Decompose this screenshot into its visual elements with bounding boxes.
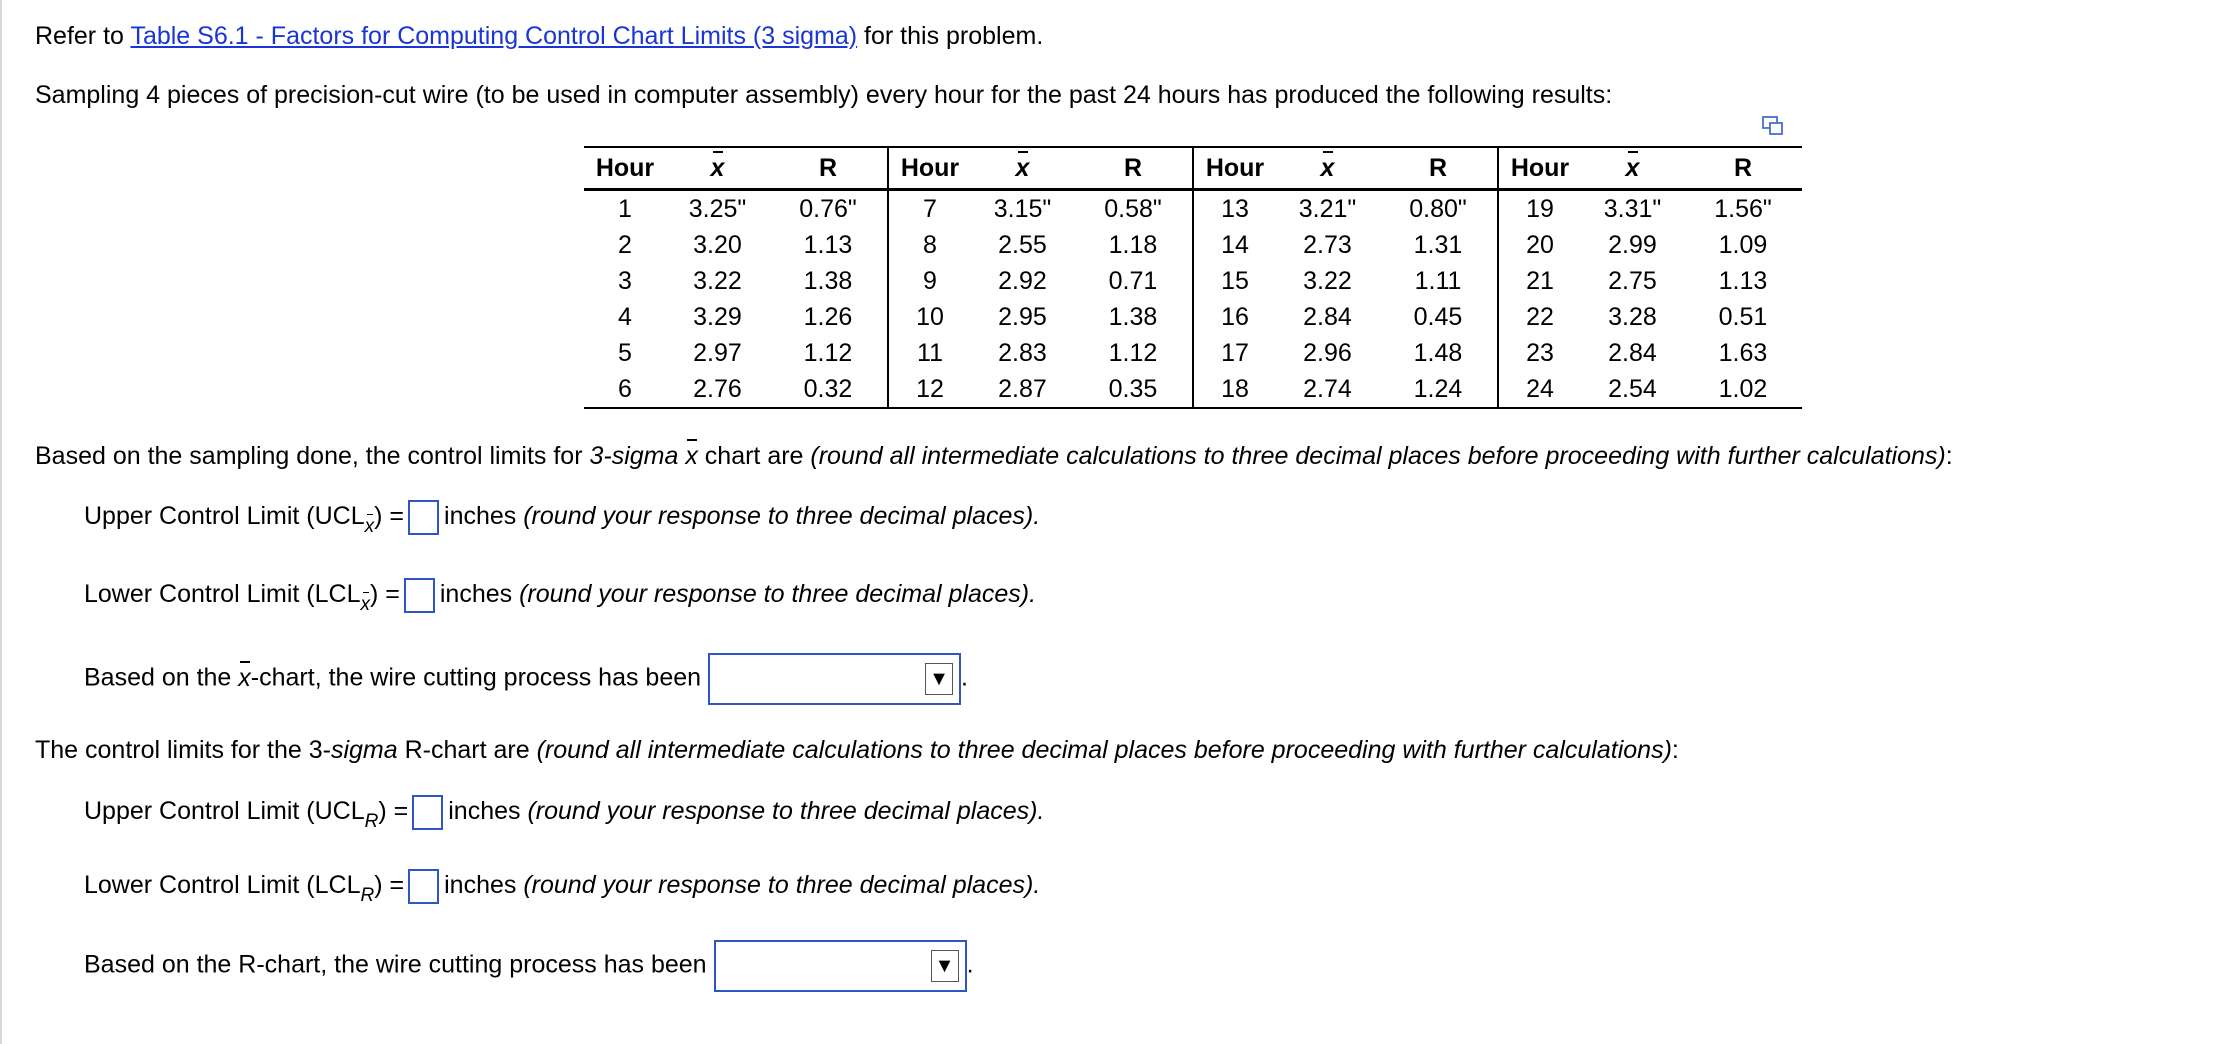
table-cell: 0.71 — [1074, 263, 1193, 299]
col-header-hour: Hour — [584, 147, 666, 190]
table-cell: 3.28 — [1608, 302, 1657, 331]
lcl-r-input[interactable] — [408, 869, 439, 904]
table-cell: 1.56" — [1714, 194, 1772, 223]
table-cell: 22 — [1526, 302, 1554, 331]
table-cell: 1.38 — [1074, 299, 1193, 335]
col-header-range: R — [1379, 147, 1498, 190]
col-header-range: R — [1074, 147, 1193, 190]
table-cell: 3.20 — [693, 230, 742, 259]
table-header-row — [584, 147, 1802, 190]
table-cell: 18 — [1221, 374, 1249, 403]
table-cell: 1.12 — [769, 335, 888, 371]
lcl-r-label: Lower Control Limit (LCL — [84, 871, 361, 900]
table-cell: 0.35 — [1074, 371, 1193, 408]
table-cell: 2.84 — [1303, 302, 1352, 331]
table-cell: 12 — [916, 374, 944, 403]
table-cell: 3.25" — [688, 194, 747, 223]
r-process-dropdown[interactable] — [714, 940, 967, 992]
table-cell: 3.22 — [693, 266, 742, 295]
col-header-xbar: x — [971, 147, 1074, 190]
table-cell: 17 — [1221, 338, 1249, 367]
col-header-xbar: x — [1581, 147, 1684, 190]
table-cell: 1.18 — [1074, 227, 1193, 263]
table-cell: 8 — [923, 230, 937, 259]
table-cell: 5 — [618, 338, 632, 367]
table-row — [584, 335, 1802, 371]
table-cell: 0.76" — [769, 190, 888, 228]
table-cell: 0.58" — [1074, 190, 1193, 228]
table-cell: 14 — [1221, 230, 1249, 259]
table-cell: 20 — [1526, 230, 1554, 259]
table-cell: 2.83 — [998, 338, 1047, 367]
ucl-xbar-row: Upper Control Limit $(UCL_x)$ = inches (round your response to three decimal places). — [84, 500, 1040, 538]
table-cell: 1.12 — [1074, 335, 1193, 371]
table-cell: 2.55 — [998, 230, 1047, 259]
xbar-process-row: Based on the x-chart, the wire cutting process has been ▼ . — [84, 653, 968, 705]
triangle-down-icon[interactable]: ▼ — [925, 663, 953, 695]
table-cell: 1.63 — [1718, 338, 1768, 367]
table-cell: 1.38 — [769, 263, 888, 299]
table-cell: 0.80" — [1379, 190, 1498, 228]
col-header-hour: Hour — [1193, 147, 1276, 190]
problem-statement: Sampling 4 pieces of precision-cut wire (to be used in computer assembly) every hour for the past 24 hours has produced the following results: — [35, 81, 1613, 109]
xbar-limits-intro: Based on the sampling done, the control limits for 3-sigma x chart are (round all intermediate calculations to three decimal places before proceeding with further calculations): — [35, 442, 1953, 470]
table-cell: 9 — [923, 266, 937, 295]
lcl-xbar-input[interactable] — [404, 578, 435, 613]
table-cell: 3.22 — [1303, 266, 1352, 295]
table-cell: 1.09 — [1718, 230, 1768, 259]
table-cell: 4 — [618, 302, 632, 331]
table-cell: 2.75 — [1608, 266, 1657, 295]
table-cell: 13 — [1221, 194, 1249, 223]
table-cell: 2.87 — [998, 374, 1047, 403]
table-cell: 21 — [1526, 266, 1554, 295]
col-header-xbar: x — [666, 147, 769, 190]
table-row — [584, 299, 1802, 335]
table-s6-1-link[interactable]: Table S6.1 - Factors for Computing Control Chart Limits (3 sigma) — [130, 22, 858, 50]
table-cell: 1.26 — [769, 299, 888, 335]
xbar-process-dropdown[interactable] — [708, 653, 961, 705]
table-cell: 1.48 — [1379, 335, 1498, 371]
ucl-xbar-label: Upper Control Limit (UCL — [84, 502, 365, 531]
ucl-r-label: Upper Control Limit (UCL — [84, 797, 365, 826]
table-cell: 3.21" — [1298, 194, 1357, 223]
intro-suffix: for this problem. — [857, 22, 1044, 50]
table-row — [584, 227, 1802, 263]
table-cell: 2.97 — [693, 338, 742, 367]
table-cell: 2 — [618, 230, 632, 259]
table-cell: 7 — [923, 194, 937, 223]
table-cell: 3.15" — [993, 194, 1052, 223]
table-cell: 1 — [618, 194, 632, 223]
table-cell: 16 — [1221, 302, 1249, 331]
table-cell: 1.24 — [1379, 371, 1498, 408]
lcl-xbar-label: Lower Control Limit (LCL — [84, 580, 361, 609]
col-header-range: R — [769, 147, 888, 190]
table-cell: 0.51 — [1718, 302, 1768, 331]
col-header-xbar: x — [1276, 147, 1379, 190]
table-cell: 2.74 — [1303, 374, 1352, 403]
ucl-r-input[interactable] — [412, 795, 443, 830]
copy-icon[interactable] — [1762, 116, 1784, 136]
ucl-xbar-input[interactable] — [408, 500, 439, 535]
lcl-xbar-row: Lower Control Limit $(LCL_x)$ = inches (round your response to three decimal places). — [84, 578, 1036, 616]
table-cell: 2.76 — [693, 374, 742, 403]
table-cell: 1.13 — [1718, 266, 1768, 295]
r-process-row: Based on the R-chart, the wire cutting process has been ▼ . — [84, 940, 974, 992]
table-cell: 2.95 — [998, 302, 1047, 331]
table-cell: 19 — [1526, 194, 1554, 223]
intro-prefix: Refer to — [35, 22, 131, 50]
table-cell: 1.31 — [1379, 227, 1498, 263]
table-cell: 6 — [618, 374, 632, 403]
table-cell: 2.99 — [1608, 230, 1657, 259]
table-cell: 1.11 — [1379, 263, 1498, 299]
table-cell: 0.32 — [769, 371, 888, 408]
table-cell: 1.02 — [1718, 374, 1768, 403]
sample-results-table — [584, 146, 1802, 409]
table-cell: 3 — [618, 266, 632, 295]
table-cell: 10 — [916, 302, 944, 331]
table-cell: 24 — [1526, 374, 1554, 403]
col-header-hour: Hour — [1498, 147, 1581, 190]
ucl-r-row: Upper Control Limit $(UCL_R)$ = inches (round your response to three decimal places). — [84, 795, 1044, 833]
table-cell: 3.29 — [693, 302, 742, 331]
table-cell: 1.13 — [769, 227, 888, 263]
table-row — [584, 190, 1802, 228]
triangle-down-icon[interactable]: ▼ — [931, 950, 959, 982]
table-cell: 0.45 — [1379, 299, 1498, 335]
table-cell: 11 — [917, 338, 943, 367]
table-cell: 3.31" — [1603, 194, 1662, 223]
table-cell: 2.96 — [1303, 338, 1352, 367]
col-header-hour: Hour — [888, 147, 971, 190]
intro-line — [35, 22, 1043, 51]
table-row — [584, 371, 1802, 408]
col-header-range: R — [1684, 147, 1802, 190]
lcl-r-row: Lower Control Limit $(LCL_R)$ = inches (round your response to three decimal places). — [84, 869, 1040, 907]
table-cell: 23 — [1526, 338, 1554, 367]
table-row — [584, 263, 1802, 299]
table-cell: 2.84 — [1608, 338, 1657, 367]
table-cell: 2.54 — [1608, 374, 1657, 403]
table-cell: 2.73 — [1303, 230, 1352, 259]
table-cell: 2.92 — [998, 266, 1047, 295]
r-limits-intro: The control limits for the 3-sigma R-chart are (round all intermediate calculations to three decimal places before proceeding with further calculations): — [35, 736, 1679, 764]
table-cell: 15 — [1221, 266, 1249, 295]
